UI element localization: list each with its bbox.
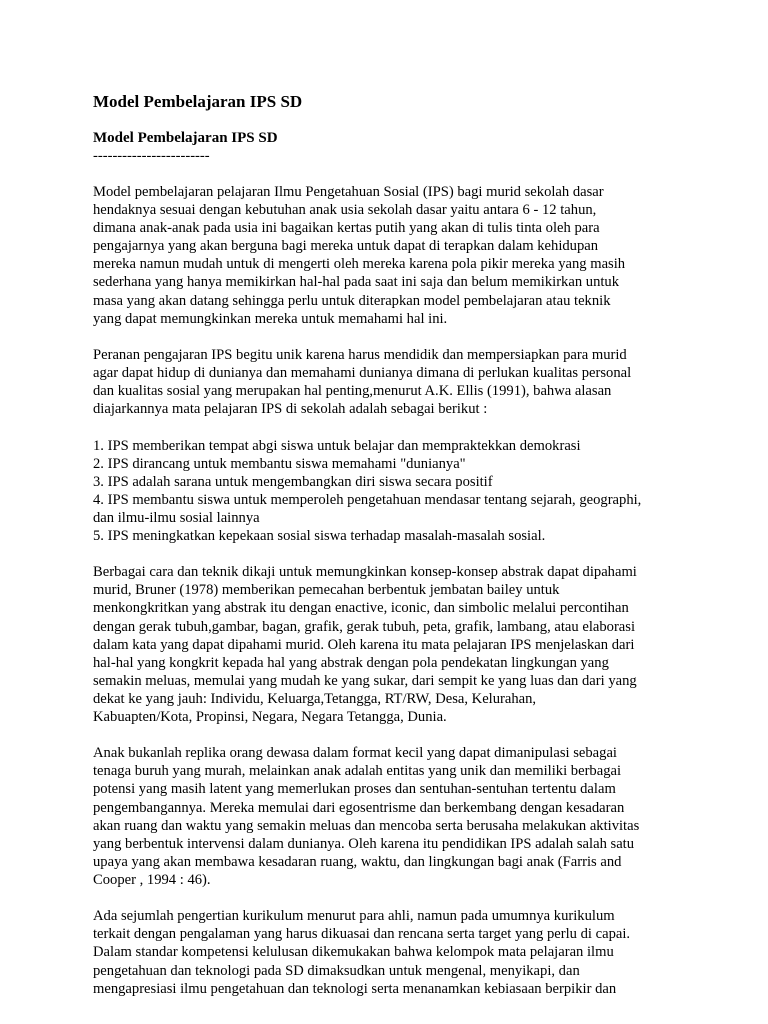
list-item: 4. IPS membantu siswa untuk memperoleh pengetahuan mendasar tentang sejarah, geographi, dan ilmu-ilmu sosial lainnya xyxy=(93,491,642,526)
list-item: 1. IPS memberikan tempat abgi siswa untuk belajar dan mempraktekkan demokrasi xyxy=(93,437,581,454)
paragraph-bruner: Berbagai cara dan teknik dikaji untuk memungkinkan konsep-konsep abstrak dapat dipahami murid, Bruner (1978) memberikan pemecahan berbentuk jembatan bailey untuk menkongkritkan yang abstrak itu dengan enactive, iconic, dan simbolic melalui percontihan dengan gerak tubuh,gambar, bagan, grafik, gerak tubuh, peta, grafik, lambang, atau elaborasi dalam kata yang dapat dipahami murid. Oleh karena itu mata pelajaran IPS menjelaskan dari hal-hal yang kongkrit kepada hal yang abstrak dengan pola pendekatan lingkungan yang semakin meluas, memulai yang mudah ke yang sukar, dari sempit ke yang luas dan dari yang dekat ke yang jauh: Individu, Keluarga,Tetangga, RT/RW, Desa, Kelurahan, Kabuapten/Kota, Propinsi, Negara, Negara Tetangga, Dunia. xyxy=(93,564,637,725)
separator-line: ------------------------ xyxy=(93,148,210,164)
list-item: 5. IPS meningkatkan kepekaan sosial siswa terhadap masalah-masalah sosial. xyxy=(93,527,546,544)
paragraph-intro: Model pembelajaran pelajaran Ilmu Pengetahuan Sosial (IPS) bagi murid sekolah dasar hendaknya sesuai dengan kebutuhan anak usia sekolah dasar yaitu antara 6 - 12 tahun, dimana anak-anak pada usia ini bagaikan kertas putih yang akan di tulis tinta oleh para pengajarnya yang akan berguna bagi mereka untuk dapat di terapkan dalam kehidupan mereka namun mudah untuk di mengerti oleh mereka karena pola pikir mereka yang masih sederhana yang hanya memikirkan hal-hal pada saat ini saja dan belum memikirkan untuk masa yang akan datang sehingga perlu untuk diterapkan model pembelajaran atau teknik yang dapat memungkinkan mereka untuk memahami hal ini. xyxy=(93,184,626,327)
paragraph-kurikulum: Ada sejumlah pengertian kurikulum menurut para ahli, namun pada umumnya kurikulum terkait dengan pengalaman yang harus dikuasai dan rencana serta target yang perlu di capai. Dalam standar kompetensi kelulusan dikemukakan bahwa kelompok mata pelajaran ilmu pengetahuan dan teknologi pada SD dimaksudkan untuk mengenal, menyikapi, dan mengapresiasi ilmu pengetahuan dan teknologi serta menanamkan kebiasaan berpikir dan xyxy=(93,908,631,997)
reasons-list xyxy=(93,437,683,546)
list-item: 2. IPS dirancang untuk membantu siswa memahami "dunianya" xyxy=(93,455,466,472)
section-heading: Model Pembelajaran IPS SD xyxy=(93,130,278,146)
list-item: 3. IPS adalah sarana untuk mengembangkan diri siswa secara positif xyxy=(93,473,493,490)
document-page xyxy=(93,92,683,1016)
paragraph-anak: Anak bukanlah replika orang dewasa dalam format kecil yang dapat dimanipulasi sebagai tenaga buruh yang murah, melainkan anak adalah entitas yang unik dan memiliki berbagai potensi yang masih latent yang memerlukan proses dan sentuhan-sentuhan tertentu dalam pengembangannya. Mereka memulai dari egosentrisme dan berkembang dengan kesadaran akan ruang dan waktu yang semakin meluas dan mencoba serta berusaha melakukan aktivitas yang berbentuk intervensi dalam dunianya. Oleh karena itu pendidikan IPS adalah salah satu upaya yang akan membawa kesadaran ruang, waktu, dan lingkungan bagi anak (Farris and Cooper , 1994 : 46). xyxy=(93,745,640,888)
paragraph-peranan: Peranan pengajaran IPS begitu unik karena harus mendidik dan mempersiapkan para murid agar dapat hidup di dunianya dan memahami dunianya dimana di perlukan kualitas personal dan kualitas sosial yang merupakan hal penting,menurut A.K. Ellis (1991), bahwa alasan diajarkannya mata pelajaran IPS di sekolah adalah sebagai berikut : xyxy=(93,346,632,418)
document-title: Model Pembelajaran IPS SD xyxy=(93,92,303,111)
